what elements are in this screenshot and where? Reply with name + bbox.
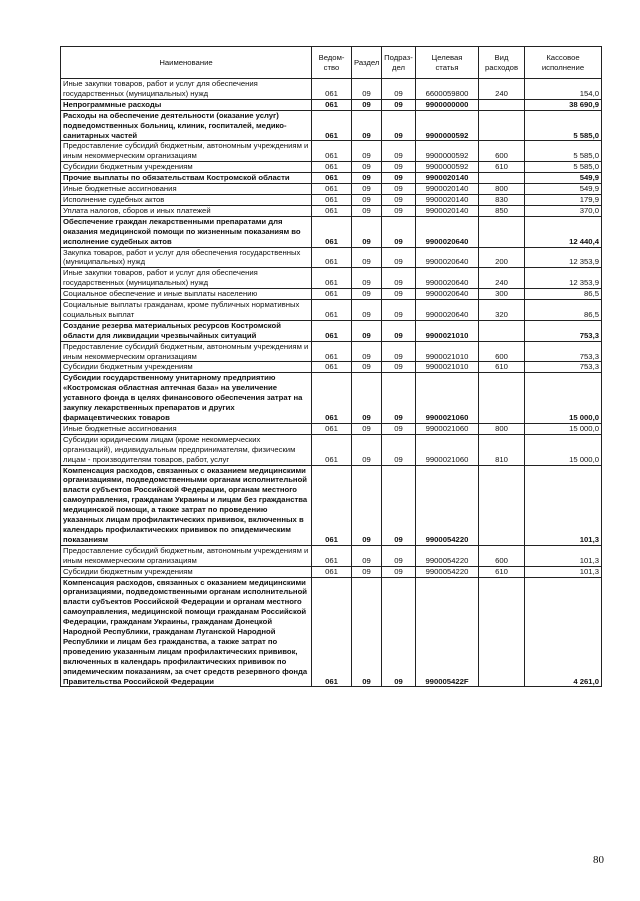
row-dept: 061 bbox=[312, 79, 352, 100]
row-amount: 179,9 bbox=[525, 194, 602, 205]
row-amount: 753,3 bbox=[525, 362, 602, 373]
row-subsection: 09 bbox=[382, 465, 416, 545]
row-amount: 15 000,0 bbox=[525, 434, 602, 465]
row-exptype: 300 bbox=[479, 289, 525, 300]
row-name: Закупка товаров, работ и услуг для обеспечения государственных (муниципальных) нужд bbox=[61, 247, 312, 268]
row-subsection: 09 bbox=[382, 141, 416, 162]
row-subsection: 09 bbox=[382, 194, 416, 205]
row-section: 09 bbox=[352, 577, 382, 687]
row-target: 9900020640 bbox=[416, 268, 479, 289]
page-number: 80 bbox=[593, 854, 604, 866]
row-target: 9900000000 bbox=[416, 99, 479, 110]
row-exptype: 850 bbox=[479, 205, 525, 216]
row-exptype bbox=[479, 173, 525, 184]
table-row bbox=[61, 247, 602, 268]
row-name: Компенсация расходов, связанных с оказанием медицинскими организациями, подведомственными органам исполнительной власти субъектов Российской Федерации и органам местного самоуправления, медицинской помощи гражданам Российской Федерации, гражданам Украины, гражданам Донецкой Народной Республики, гражданам Луганской Народной Республики и лицам без гражданства, а также затрат по проведению указанным лицам профилактических прививок, включенных в календарь профилактических прививок по эпидемическим показаниям, за счет средств резервного фонда Правительства Российской Федерации bbox=[61, 577, 312, 687]
table-row bbox=[61, 268, 602, 289]
row-name: Непрограммные расходы bbox=[61, 99, 312, 110]
row-subsection: 09 bbox=[382, 110, 416, 141]
row-subsection: 09 bbox=[382, 173, 416, 184]
row-name: Иные бюджетные ассигнования bbox=[61, 423, 312, 434]
row-amount: 4 261,0 bbox=[525, 577, 602, 687]
row-section: 09 bbox=[352, 79, 382, 100]
table-row bbox=[61, 545, 602, 566]
row-amount: 86,5 bbox=[525, 289, 602, 300]
row-exptype: 200 bbox=[479, 247, 525, 268]
row-target: 9900021010 bbox=[416, 320, 479, 341]
row-exptype: 320 bbox=[479, 300, 525, 321]
row-target: 9900021060 bbox=[416, 434, 479, 465]
row-amount: 86,5 bbox=[525, 300, 602, 321]
row-dept: 061 bbox=[312, 205, 352, 216]
row-exptype: 800 bbox=[479, 423, 525, 434]
row-exptype: 600 bbox=[479, 341, 525, 362]
row-exptype: 240 bbox=[479, 268, 525, 289]
row-subsection: 09 bbox=[382, 289, 416, 300]
row-name: Предоставление субсидий бюджетным, автономным учреждениям и иным некоммерческим организациям bbox=[61, 545, 312, 566]
row-amount: 5 585,0 bbox=[525, 110, 602, 141]
row-subsection: 09 bbox=[382, 545, 416, 566]
table-row bbox=[61, 99, 602, 110]
row-name: Прочие выплаты по обязательствам Костромской области bbox=[61, 173, 312, 184]
table-row bbox=[61, 566, 602, 577]
table-row bbox=[61, 173, 602, 184]
row-target: 9900054220 bbox=[416, 545, 479, 566]
row-dept: 061 bbox=[312, 320, 352, 341]
row-exptype bbox=[479, 373, 525, 424]
row-name: Создание резерва материальных ресурсов Костромской области для ликвидации чрезвычайных ситуаций bbox=[61, 320, 312, 341]
row-exptype: 610 bbox=[479, 162, 525, 173]
header-subsection: Подраз- дел bbox=[382, 47, 416, 79]
row-target: 9900021010 bbox=[416, 362, 479, 373]
row-target: 9900000592 bbox=[416, 110, 479, 141]
row-subsection: 09 bbox=[382, 79, 416, 100]
row-exptype bbox=[479, 577, 525, 687]
row-section: 09 bbox=[352, 362, 382, 373]
header-target: Целевая статья bbox=[416, 47, 479, 79]
row-section: 09 bbox=[352, 423, 382, 434]
row-exptype bbox=[479, 465, 525, 545]
table-row bbox=[61, 373, 602, 424]
row-amount: 753,3 bbox=[525, 341, 602, 362]
row-exptype: 830 bbox=[479, 194, 525, 205]
header-name: Наименование bbox=[61, 47, 312, 79]
table-row bbox=[61, 184, 602, 195]
row-section: 09 bbox=[352, 173, 382, 184]
row-name: Социальное обеспечение и иные выплаты населению bbox=[61, 289, 312, 300]
row-dept: 061 bbox=[312, 566, 352, 577]
row-amount: 12 353,9 bbox=[525, 268, 602, 289]
row-name: Уплата налогов, сборов и иных платежей bbox=[61, 205, 312, 216]
row-dept: 061 bbox=[312, 373, 352, 424]
row-subsection: 09 bbox=[382, 373, 416, 424]
table-row bbox=[61, 194, 602, 205]
table-row bbox=[61, 289, 602, 300]
row-name: Субсидии бюджетным учреждениям bbox=[61, 362, 312, 373]
row-dept: 061 bbox=[312, 341, 352, 362]
row-section: 09 bbox=[352, 465, 382, 545]
row-amount: 154,0 bbox=[525, 79, 602, 100]
row-target: 9900021060 bbox=[416, 373, 479, 424]
table-row bbox=[61, 300, 602, 321]
row-exptype: 600 bbox=[479, 545, 525, 566]
row-dept: 061 bbox=[312, 216, 352, 247]
row-subsection: 09 bbox=[382, 341, 416, 362]
row-name: Иные бюджетные ассигнования bbox=[61, 184, 312, 195]
header-section: Раздел bbox=[352, 47, 382, 79]
row-name: Социальные выплаты гражданам, кроме публичных нормативных социальных выплат bbox=[61, 300, 312, 321]
row-dept: 061 bbox=[312, 362, 352, 373]
row-amount: 12 353,9 bbox=[525, 247, 602, 268]
row-section: 09 bbox=[352, 184, 382, 195]
row-section: 09 bbox=[352, 110, 382, 141]
row-target: 9900020640 bbox=[416, 247, 479, 268]
row-subsection: 09 bbox=[382, 205, 416, 216]
row-dept: 061 bbox=[312, 434, 352, 465]
row-target: 990005422F bbox=[416, 577, 479, 687]
row-subsection: 09 bbox=[382, 300, 416, 321]
row-amount: 549,9 bbox=[525, 184, 602, 195]
row-amount: 753,3 bbox=[525, 320, 602, 341]
row-section: 09 bbox=[352, 341, 382, 362]
row-section: 09 bbox=[352, 247, 382, 268]
row-dept: 061 bbox=[312, 184, 352, 195]
table-row bbox=[61, 577, 602, 687]
table-row bbox=[61, 362, 602, 373]
row-name: Субсидии бюджетным учреждениям bbox=[61, 162, 312, 173]
row-target: 9900020640 bbox=[416, 289, 479, 300]
header-dept: Ведом- ство bbox=[312, 47, 352, 79]
row-dept: 061 bbox=[312, 194, 352, 205]
row-subsection: 09 bbox=[382, 99, 416, 110]
row-name: Иные закупки товаров, работ и услуг для обеспечения государственных (муниципальных) нужд bbox=[61, 268, 312, 289]
row-target: 9900020640 bbox=[416, 216, 479, 247]
row-exptype bbox=[479, 320, 525, 341]
row-target: 9900020640 bbox=[416, 300, 479, 321]
row-name: Расходы на обеспечение деятельности (оказание услуг) подведомственных больниц, клиник, госпиталей, медико-санитарных частей bbox=[61, 110, 312, 141]
table-row bbox=[61, 141, 602, 162]
row-subsection: 09 bbox=[382, 247, 416, 268]
row-subsection: 09 bbox=[382, 577, 416, 687]
row-exptype bbox=[479, 99, 525, 110]
row-subsection: 09 bbox=[382, 434, 416, 465]
row-section: 09 bbox=[352, 373, 382, 424]
table-row bbox=[61, 320, 602, 341]
row-amount: 38 690,9 bbox=[525, 99, 602, 110]
row-section: 09 bbox=[352, 162, 382, 173]
table-row bbox=[61, 341, 602, 362]
row-target: 9900021010 bbox=[416, 341, 479, 362]
row-name: Субсидии государственному унитарному предприятию «Костромская областная аптечная база» на увеличение уставного фонда в целях финансового обеспечения затрат на закупку лекарственных препаратов и других фармацевтических товаров bbox=[61, 373, 312, 424]
row-dept: 061 bbox=[312, 300, 352, 321]
row-dept: 061 bbox=[312, 173, 352, 184]
row-amount: 15 000,0 bbox=[525, 423, 602, 434]
row-dept: 061 bbox=[312, 99, 352, 110]
table-row bbox=[61, 465, 602, 545]
row-target: 9900000592 bbox=[416, 141, 479, 162]
row-dept: 061 bbox=[312, 141, 352, 162]
row-target: 9900021060 bbox=[416, 423, 479, 434]
row-dept: 061 bbox=[312, 162, 352, 173]
row-section: 09 bbox=[352, 99, 382, 110]
row-exptype: 610 bbox=[479, 566, 525, 577]
row-target: 9900020140 bbox=[416, 205, 479, 216]
row-name: Компенсация расходов, связанных с оказанием медицинскими организациями, подведомственными органам исполнительной власти субъектов Российской Федерации, органам местного самоуправления, гражданам Украины и лицам без гражданства медицинской помощи, а также затрат по проведению указанных лицам профилактических прививок, включенных в календарь профилактических прививок по эпидемическим показаниям bbox=[61, 465, 312, 545]
row-section: 09 bbox=[352, 194, 382, 205]
row-subsection: 09 bbox=[382, 268, 416, 289]
row-section: 09 bbox=[352, 205, 382, 216]
table-row bbox=[61, 423, 602, 434]
header-row bbox=[61, 47, 602, 79]
row-exptype: 810 bbox=[479, 434, 525, 465]
table-row bbox=[61, 216, 602, 247]
row-section: 09 bbox=[352, 434, 382, 465]
row-target: 9900054220 bbox=[416, 566, 479, 577]
row-exptype bbox=[479, 110, 525, 141]
row-section: 09 bbox=[352, 545, 382, 566]
row-subsection: 09 bbox=[382, 162, 416, 173]
table-row bbox=[61, 205, 602, 216]
row-target: 9900020140 bbox=[416, 184, 479, 195]
row-name: Иные закупки товаров, работ и услуг для обеспечения государственных (муниципальных) нужд bbox=[61, 79, 312, 100]
row-exptype: 610 bbox=[479, 362, 525, 373]
row-section: 09 bbox=[352, 566, 382, 577]
row-section: 09 bbox=[352, 300, 382, 321]
row-target: 9900020140 bbox=[416, 173, 479, 184]
header-amount: Кассовое исполнение bbox=[525, 47, 602, 79]
row-amount: 101,3 bbox=[525, 566, 602, 577]
row-amount: 12 440,4 bbox=[525, 216, 602, 247]
row-amount: 15 000,0 bbox=[525, 373, 602, 424]
row-section: 09 bbox=[352, 268, 382, 289]
table-row bbox=[61, 162, 602, 173]
row-subsection: 09 bbox=[382, 566, 416, 577]
row-subsection: 09 bbox=[382, 362, 416, 373]
row-dept: 061 bbox=[312, 577, 352, 687]
row-exptype bbox=[479, 216, 525, 247]
row-dept: 061 bbox=[312, 268, 352, 289]
row-dept: 061 bbox=[312, 465, 352, 545]
row-dept: 061 bbox=[312, 289, 352, 300]
row-name: Исполнение судебных актов bbox=[61, 194, 312, 205]
row-dept: 061 bbox=[312, 545, 352, 566]
row-target: 9900020140 bbox=[416, 194, 479, 205]
row-name: Субсидии бюджетным учреждениям bbox=[61, 566, 312, 577]
row-dept: 061 bbox=[312, 110, 352, 141]
row-name: Обеспечение граждан лекарственными препаратами для оказания медицинской помощи по жизненным показаниям во исполнение судебных актов bbox=[61, 216, 312, 247]
row-name: Предоставление субсидий бюджетным, автономным учреждениям и иным некоммерческим организациям bbox=[61, 141, 312, 162]
expenditure-table bbox=[60, 46, 602, 687]
table-row bbox=[61, 434, 602, 465]
row-exptype: 600 bbox=[479, 141, 525, 162]
row-subsection: 09 bbox=[382, 423, 416, 434]
row-section: 09 bbox=[352, 289, 382, 300]
row-amount: 5 585,0 bbox=[525, 162, 602, 173]
row-subsection: 09 bbox=[382, 216, 416, 247]
table-row bbox=[61, 110, 602, 141]
row-section: 09 bbox=[352, 141, 382, 162]
row-dept: 061 bbox=[312, 247, 352, 268]
row-amount: 370,0 bbox=[525, 205, 602, 216]
row-target: 9900054220 bbox=[416, 465, 479, 545]
row-name: Субсидии юридическим лицам (кроме некоммерческих организаций), индивидуальным предпринимателям, физическим лицам - производителям товаров, работ, услуг bbox=[61, 434, 312, 465]
row-amount: 101,3 bbox=[525, 465, 602, 545]
header-exptype: Вид расходов bbox=[479, 47, 525, 79]
table-row bbox=[61, 79, 602, 100]
row-exptype: 800 bbox=[479, 184, 525, 195]
row-dept: 061 bbox=[312, 423, 352, 434]
row-amount: 5 585,0 bbox=[525, 141, 602, 162]
row-subsection: 09 bbox=[382, 184, 416, 195]
row-target: 9900000592 bbox=[416, 162, 479, 173]
row-exptype: 240 bbox=[479, 79, 525, 100]
row-name: Предоставление субсидий бюджетным, автономным учреждениям и иным некоммерческим организациям bbox=[61, 341, 312, 362]
row-amount: 549,9 bbox=[525, 173, 602, 184]
row-section: 09 bbox=[352, 320, 382, 341]
row-target: 6600059800 bbox=[416, 79, 479, 100]
row-amount: 101,3 bbox=[525, 545, 602, 566]
row-subsection: 09 bbox=[382, 320, 416, 341]
row-section: 09 bbox=[352, 216, 382, 247]
